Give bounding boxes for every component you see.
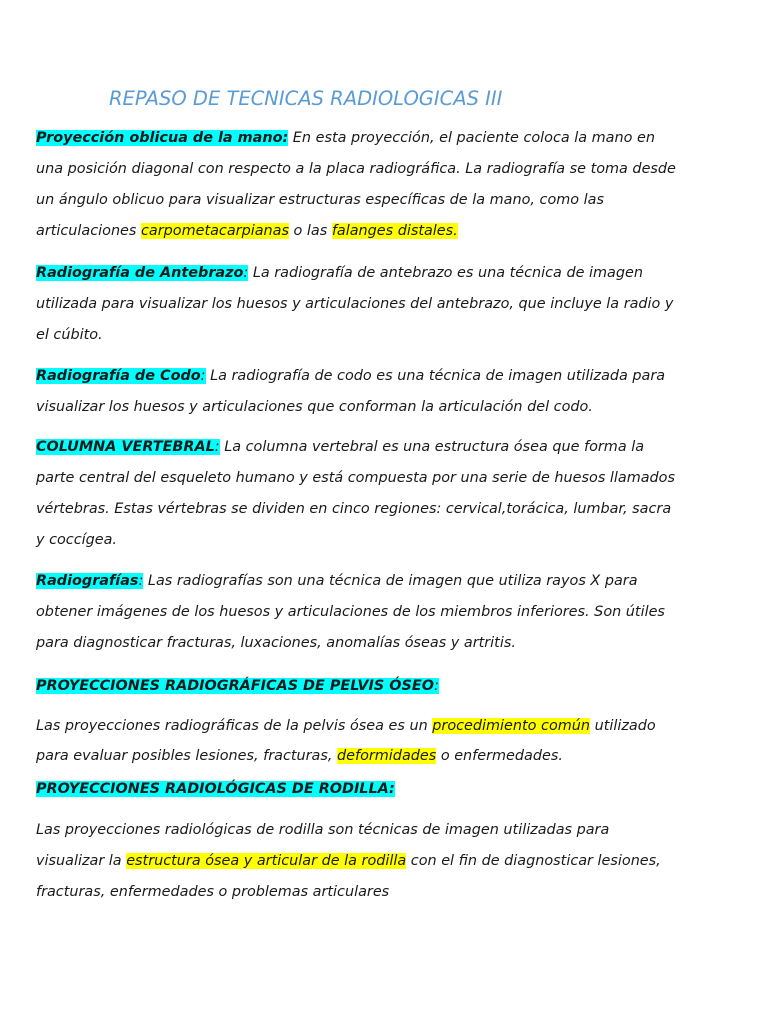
paragraph-text: utilizado para evaluar posibles lesiones, fracturas, [36, 718, 656, 764]
section-label-text: COLUMNA VERTEBRAL [36, 439, 215, 455]
highlight-carpometacarpianas: carpometacarpianas [141, 223, 289, 239]
paragraph-text: La radiografía de antebrazo es una técnica de imagen utilizada para visualizar los huesos y articulaciones del antebrazo, que incluye la radio y el cúbito. [36, 265, 674, 343]
paragraph-text: La columna vertebral es una estructura ósea que forma la parte central del esqueleto humano y está compuesta por una serie de huesos llamados vértebras. Estas vértebras se dividen en cinco regiones: cervical,torácica, lumbar, sacra y coccígea. [36, 439, 675, 548]
paragraph-text: La radiografía de codo es una técnica de imagen utilizada para visualizar los huesos y articulaciones que conforman la articulación del codo. [36, 368, 666, 415]
section-label-colon: : [214, 439, 220, 455]
section-heading-rodilla: PROYECCIONES RADIOLÓGICAS DE RODILLA: [36, 781, 395, 797]
paragraph-text: Las proyecciones radiológicas de rodilla son técnicas de imagen utilizadas para visualizar la [36, 822, 610, 869]
highlight-estructura: estructura ósea y articular de la rodilla [126, 853, 407, 869]
section-label-mano: Proyección oblicua de la mano: [36, 130, 289, 146]
paragraph-text: Las proyecciones radiográficas de la pelvis ósea es un [36, 718, 433, 734]
section-label-colon: : [138, 573, 144, 589]
paragraph-rodilla [36, 815, 676, 908]
section-label-columna [36, 439, 220, 455]
section-heading-colon: : [433, 678, 439, 694]
section-heading-pelvis [36, 678, 439, 694]
heading-pelvis [36, 676, 439, 696]
paragraph-antebrazo [36, 258, 676, 351]
paragraph-columna [36, 432, 676, 556]
section-label-text: Radiografía de Codo [36, 368, 201, 384]
section-label-text: Radiografías [36, 573, 139, 589]
paragraph-text: En esta proyección, el paciente coloca la mano en una posición diagonal con respecto a la placa radiográfica. La radiografía se toma desde un ángulo oblicuo para visualizar estructuras específicas de la mano, como las articulaciones [36, 130, 676, 239]
paragraph-radiografias [36, 566, 676, 659]
paragraph-text: con el fin de diagnosticar lesiones, fracturas, enfermedades o problemas articulares [36, 853, 661, 900]
section-label-antebrazo [36, 265, 248, 281]
highlight-procedimiento: procedimiento común [432, 718, 591, 734]
section-label-radiografias [36, 573, 143, 589]
paragraph-text: o las [288, 223, 332, 239]
paragraph-mano [36, 123, 676, 247]
highlight-deformidades: deformidades [337, 748, 437, 764]
highlight-falanges: falanges distales. [331, 223, 458, 239]
paragraph-codo [36, 361, 676, 423]
heading-rodilla [36, 779, 395, 799]
section-heading-text: PROYECCIONES RADIOGRÁFICAS DE PELVIS ÓSEO [36, 678, 434, 694]
paragraph-pelvis [36, 711, 676, 771]
section-label-text: Radiografía de Antebrazo [36, 265, 244, 281]
document-title: REPASO DE TECNICAS RADIOLOGICAS III [109, 87, 503, 110]
section-label-colon: : [243, 265, 249, 281]
section-label-colon: : [200, 368, 206, 384]
paragraph-text: Las radiografías son una técnica de imagen que utiliza rayos X para obtener imágenes de los huesos y articulaciones de los miembros inferiores. Son útiles para diagnosticar fracturas, luxaciones, anomalías óseas y artritis. [36, 573, 665, 651]
section-label-codo [36, 368, 206, 384]
paragraph-text: o enfermedades. [436, 748, 563, 764]
